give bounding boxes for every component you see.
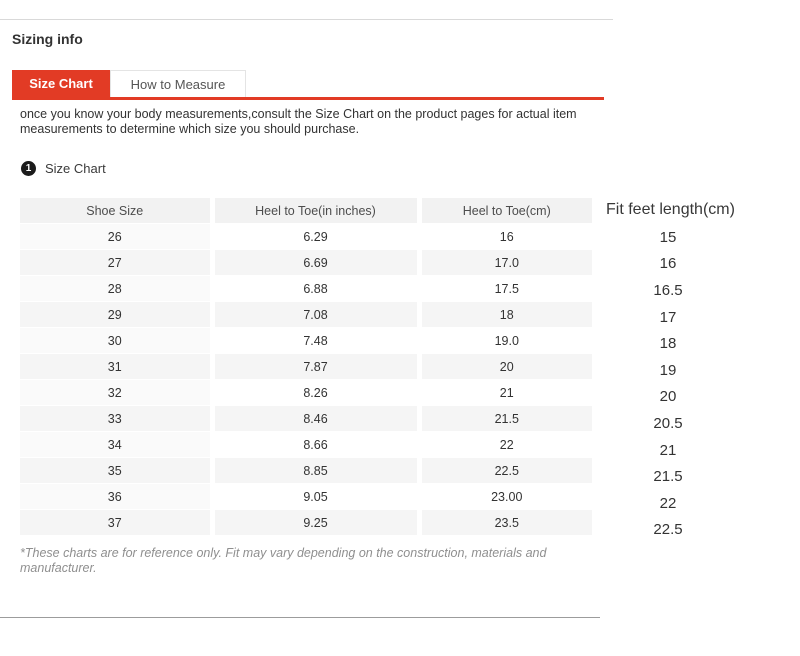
table-cell: 6.88 [212, 276, 419, 302]
table-cell: 6.29 [212, 224, 419, 250]
table-cell: 37 [20, 510, 212, 536]
tab-how-to-measure[interactable]: How to Measure [110, 70, 246, 97]
table-cell: 33 [20, 406, 212, 432]
table-row [20, 276, 592, 302]
size-chart-table [20, 197, 592, 535]
fit-feet-length-value: 21.5 [653, 468, 683, 486]
table-cell: 21 [419, 380, 592, 406]
fit-feet-length-value: 15 [659, 228, 677, 246]
table-row [20, 354, 592, 380]
table-cell: 30 [20, 328, 212, 354]
fit-feet-length-value: 17 [659, 308, 677, 326]
table-row [20, 224, 592, 250]
table-cell: 17.0 [419, 250, 592, 276]
fit-feet-length-value: 16 [659, 255, 677, 273]
fit-feet-length-value: 18 [659, 335, 677, 353]
table-row [20, 510, 592, 536]
table-row [20, 380, 592, 406]
table-row [20, 432, 592, 458]
fit-feet-length-value: 20.5 [653, 414, 683, 432]
table-cell: 32 [20, 380, 212, 406]
table-cell: 8.66 [212, 432, 419, 458]
table-cell: 9.25 [212, 510, 419, 536]
table-cell: 16 [419, 224, 592, 250]
table-cell: 8.46 [212, 406, 419, 432]
table-cell: 22 [419, 432, 592, 458]
table-header-row [20, 198, 592, 224]
table-cell: 7.48 [212, 328, 419, 354]
section-heading [21, 161, 106, 176]
intro-text: once you know your body measurements,consult the Size Chart on the product pages for actual item measurements to determine which size you should purchase. [20, 107, 577, 136]
table-row [20, 302, 592, 328]
footnote-text: *These charts are for reference only. Fit may vary depending on the construction, materials and manufacturer. [20, 546, 547, 575]
section-title: Size Chart [45, 161, 106, 176]
fit-feet-length-value: 20 [659, 388, 677, 406]
fit-feet-length-value: 22 [659, 494, 677, 512]
table-cell: 31 [20, 354, 212, 380]
table-row [20, 406, 592, 432]
tab-bar [12, 70, 604, 100]
fit-feet-length-value: 19 [659, 361, 677, 379]
table-cell: 27 [20, 250, 212, 276]
column-header-heel-to-toe-cm: Heel to Toe(cm) [419, 198, 592, 224]
column-header-heel-to-toe-inches: Heel to Toe(in inches) [212, 198, 419, 224]
column-header-shoe-size: Shoe Size [20, 198, 212, 224]
table-cell: 21.5 [419, 406, 592, 432]
table-cell: 28 [20, 276, 212, 302]
page-title: Sizing info [12, 31, 83, 47]
fit-feet-length-value: 16.5 [653, 281, 683, 299]
table-row [20, 250, 592, 276]
table-cell: 26 [20, 224, 212, 250]
tab-size-chart[interactable]: Size Chart [12, 70, 110, 97]
step-1-badge: 1 [21, 161, 36, 176]
fit-feet-length-header: Fit feet length(cm) [606, 201, 735, 218]
fit-feet-length-value: 21 [659, 441, 677, 459]
fit-feet-length-value: 22.5 [653, 521, 683, 539]
table-cell: 20 [419, 354, 592, 380]
top-divider [0, 19, 613, 20]
table-row [20, 458, 592, 484]
table-cell: 18 [419, 302, 592, 328]
table-cell: 7.87 [212, 354, 419, 380]
table-cell: 29 [20, 302, 212, 328]
table-cell: 8.26 [212, 380, 419, 406]
table-row [20, 328, 592, 354]
table-cell: 19.0 [419, 328, 592, 354]
table-cell: 8.85 [212, 458, 419, 484]
table-cell: 36 [20, 484, 212, 510]
table-cell: 35 [20, 458, 212, 484]
size-table-body [20, 224, 592, 536]
bottom-divider [0, 617, 600, 618]
table-cell: 17.5 [419, 276, 592, 302]
fit-feet-length-values [626, 224, 710, 543]
table-cell: 34 [20, 432, 212, 458]
table-cell: 9.05 [212, 484, 419, 510]
table-cell: 6.69 [212, 250, 419, 276]
table-row [20, 484, 592, 510]
table-cell: 23.5 [419, 510, 592, 536]
table-cell: 23.00 [419, 484, 592, 510]
table-cell: 22.5 [419, 458, 592, 484]
table-cell: 7.08 [212, 302, 419, 328]
